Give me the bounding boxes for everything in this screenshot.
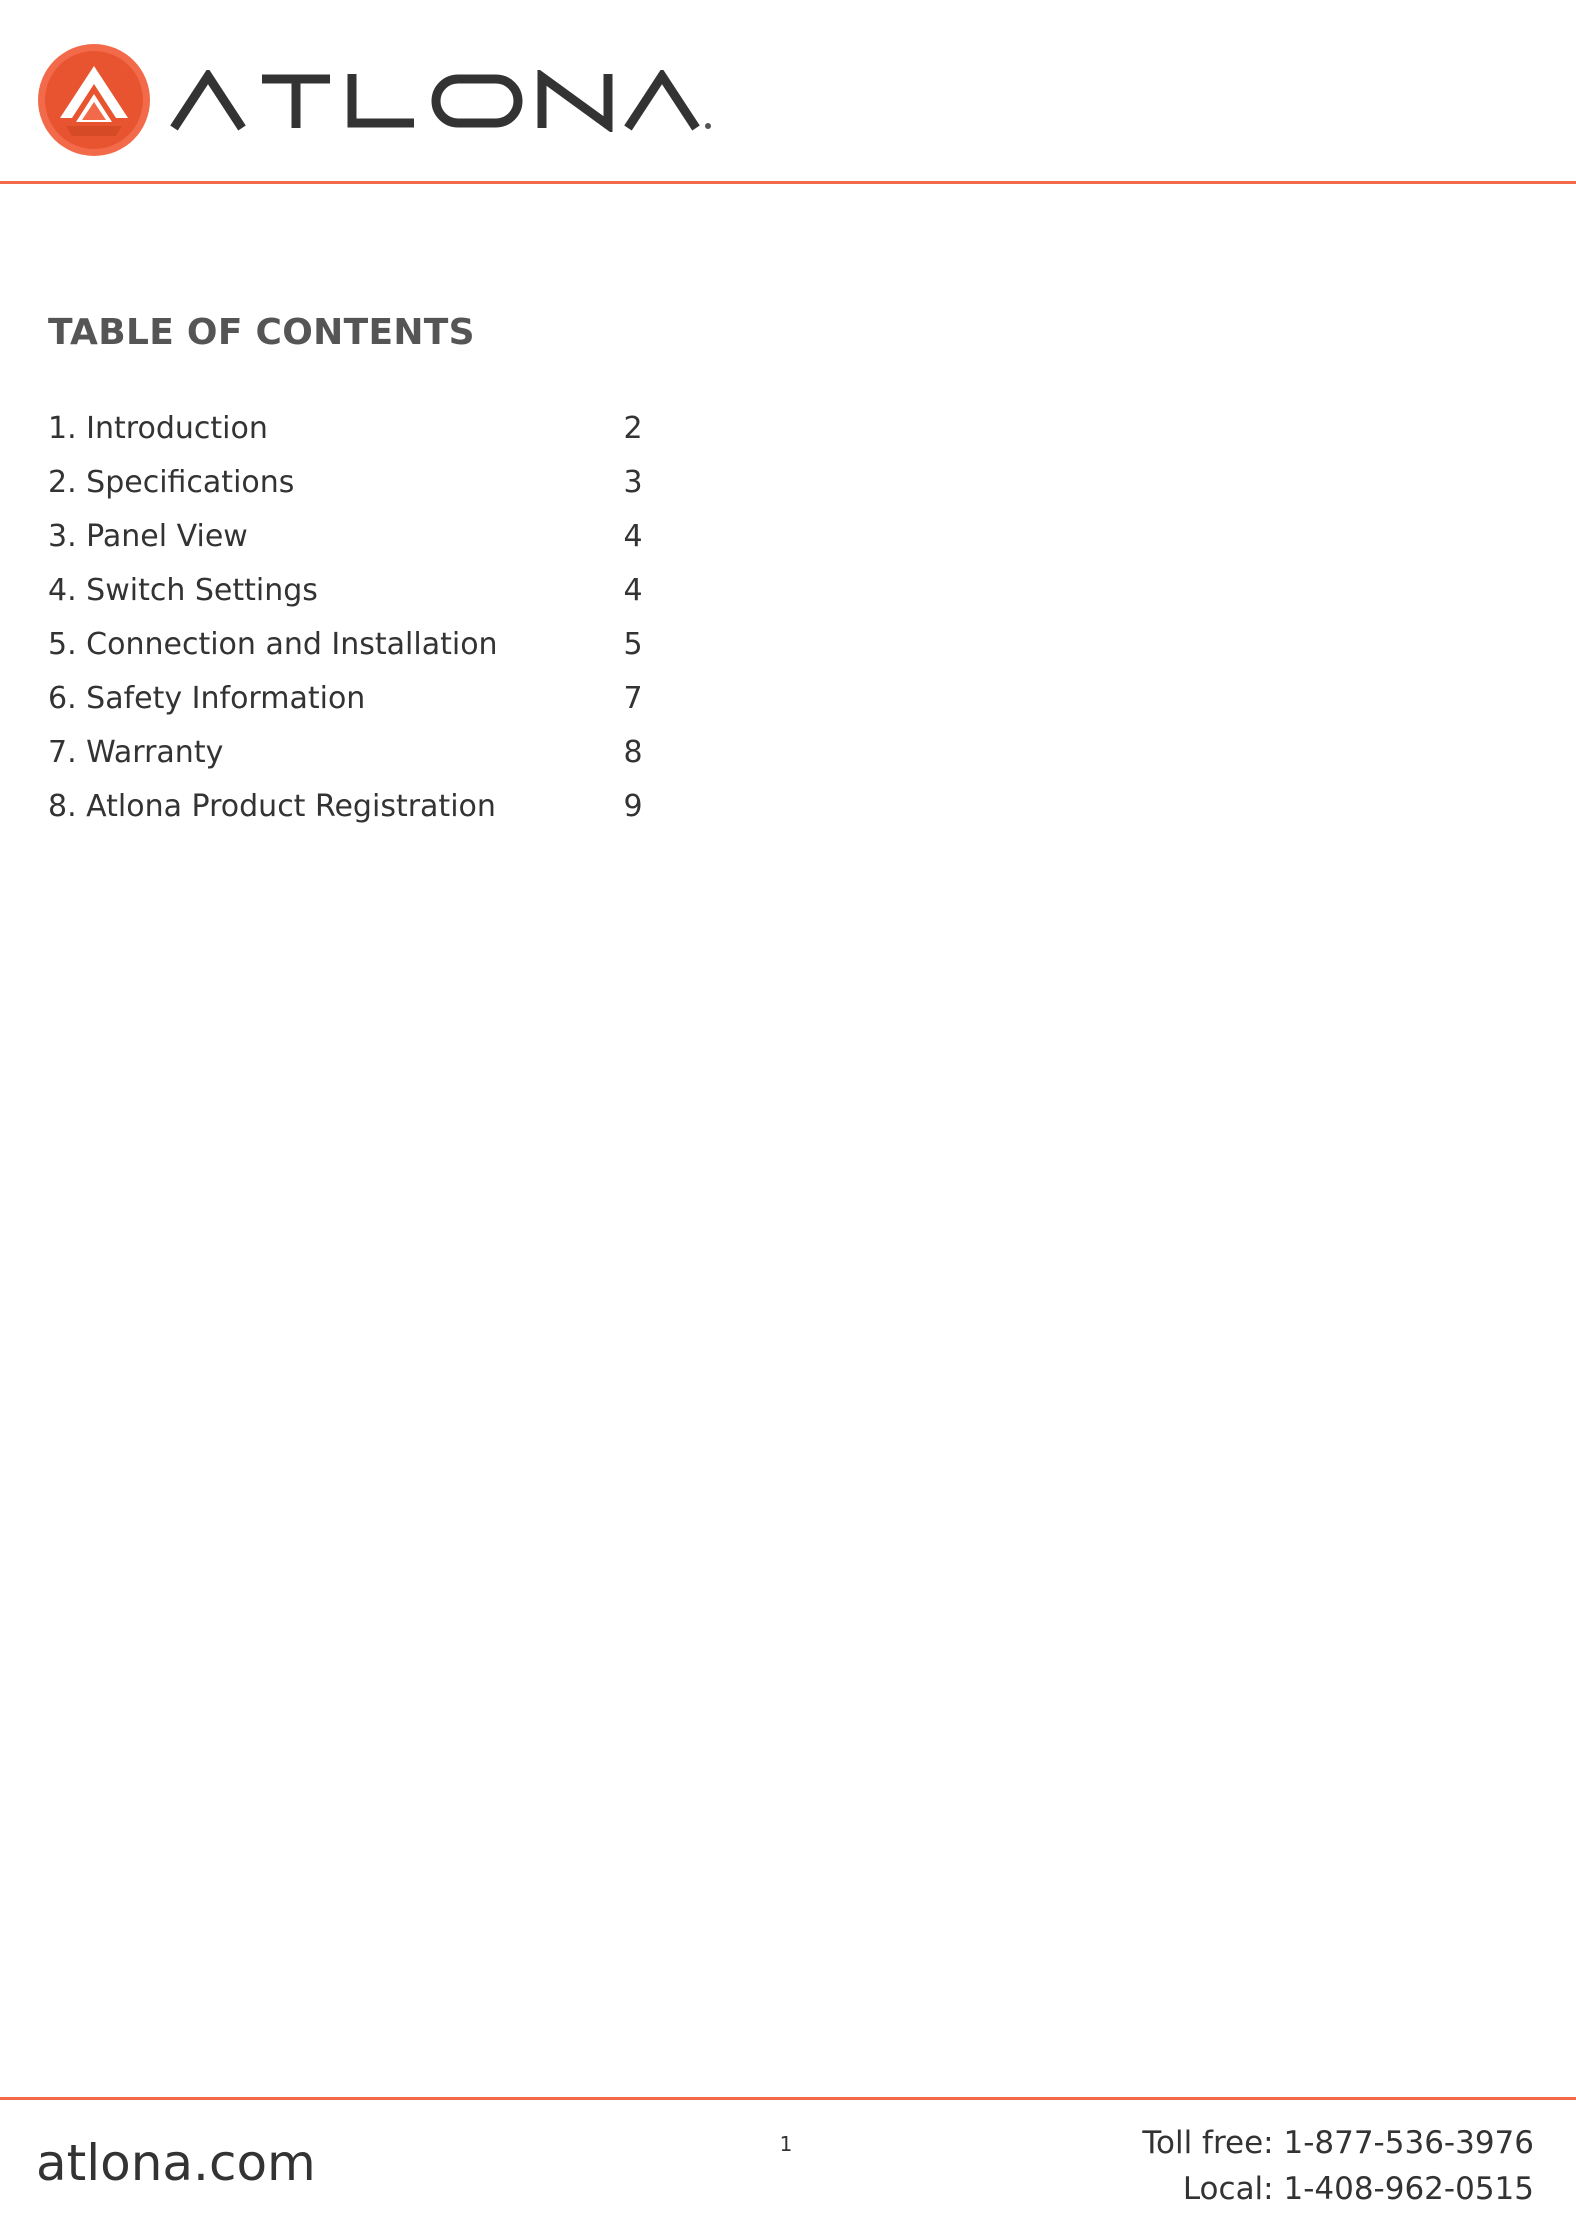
toc-item-label: 3. Panel View [48, 519, 248, 554]
local-phone: Local: 1-408-962-0515 [1182, 2171, 1534, 2207]
toc-item-label: 4. Switch Settings [48, 573, 318, 608]
toc-list [48, 406, 648, 838]
toc-title: TABLE OF CONTENTS [48, 312, 475, 353]
footer-website[interactable]: atlona.com [36, 2134, 316, 2192]
toc-item-label: 8. Atlona Product Registration [48, 789, 496, 824]
toc-item-label: 1. Introduction [48, 411, 268, 446]
toc-item-page: 9 [623, 789, 643, 824]
atlona-logo-icon [36, 42, 152, 158]
toc-item-page: 2 [623, 411, 643, 446]
toc-item-page: 5 [623, 627, 643, 662]
toc-item-label: 2. Specifications [48, 465, 295, 500]
toc-item-page: 4 [623, 573, 643, 608]
toc-item-label: 6. Safety Information [48, 681, 366, 716]
toc-item[interactable] [48, 622, 648, 676]
atlona-wordmark [170, 70, 735, 132]
footer-contact [1142, 2120, 1534, 2212]
toc-item-label: 7. Warranty [48, 735, 224, 770]
page-header [0, 0, 1576, 184]
toc-item-page: 8 [623, 735, 643, 770]
toll-free-phone: Toll free: 1-877-536-3976 [1142, 2125, 1534, 2161]
toc-item[interactable] [48, 460, 648, 514]
toc-item[interactable] [48, 568, 648, 622]
toc-item-page: 7 [623, 681, 643, 716]
header-divider [0, 181, 1576, 184]
toc-item[interactable] [48, 406, 648, 460]
page-number: 1 [779, 2132, 793, 2156]
toc-item[interactable] [48, 730, 648, 784]
toc-item[interactable] [48, 514, 648, 568]
toc-item-label: 5. Connection and Installation [48, 627, 498, 662]
toc-item-page: 3 [623, 465, 643, 500]
toc-item[interactable] [48, 676, 648, 730]
toc-item-page: 4 [623, 519, 643, 554]
toc-item[interactable] [48, 784, 648, 838]
footer-divider [0, 2097, 1576, 2100]
